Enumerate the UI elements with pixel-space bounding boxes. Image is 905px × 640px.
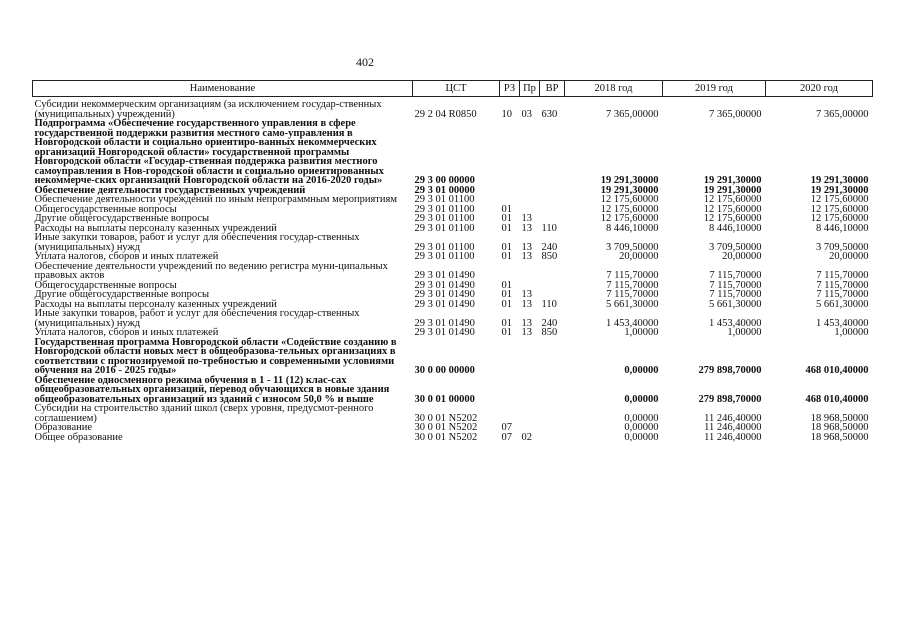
cst-cell: 29 3 01 01490 [414, 327, 475, 338]
value-2020-cell: 7 115,70000 [816, 270, 869, 281]
name-cell: Субсидии некоммерческим организациям (за исключением государ-ственных (муниципальных) учреждений) [34, 99, 382, 120]
header-pr: Пр [520, 81, 540, 97]
cst-cell: 29 3 01 00000 [414, 184, 475, 196]
value-2019-cell: 12 175,60000 [703, 203, 762, 215]
name-cell: Общегосударственные вопросы [34, 279, 177, 291]
value-2020-cell: 468 010,40000 [805, 393, 869, 405]
rz-cell: 01 [501, 317, 512, 329]
pr-cell [520, 404, 540, 423]
page-number: 402 [356, 55, 374, 69]
pr-cell: 02 [521, 431, 532, 443]
vr-cell [540, 281, 565, 291]
value-2019-cell: 7 115,70000 [709, 270, 762, 281]
cst-cell: 30 0 01 N5202 [414, 412, 478, 424]
header-rz: РЗ [500, 81, 520, 97]
cst-cell: 29 3 01 01100 [414, 241, 475, 253]
rz-cell [500, 404, 520, 423]
table-row [33, 376, 873, 405]
value-2020-cell: 1,00000 [834, 327, 869, 338]
vr-cell [540, 205, 565, 215]
budget-table [32, 80, 873, 442]
pr-cell: 13 [521, 251, 532, 262]
vr-cell [540, 423, 565, 433]
cst-cell: 29 3 01 01100 [414, 251, 475, 262]
value-2020-cell: 18 968,50000 [810, 431, 869, 443]
value-2020-cell: 7 115,70000 [816, 289, 869, 300]
value-2019-cell: 1 453,40000 [709, 317, 762, 329]
vr-cell: 850 [541, 251, 558, 262]
value-2019-cell: 19 291,30000 [703, 175, 762, 186]
value-2020-cell: 18 968,50000 [810, 422, 869, 433]
cst-cell: 29 3 01 01100 [414, 194, 475, 205]
rz-cell: 01 [501, 213, 512, 224]
value-2018-cell: 8 446,10000 [606, 222, 659, 234]
rz-cell: 01 [501, 298, 512, 310]
name-cell: Иные закупки товаров, работ и услуг для обеспечения государ-ственных (муниципальных) нужд [34, 308, 360, 329]
value-2018-cell: 7 115,70000 [606, 270, 659, 281]
value-2019-cell: 20,00000 [722, 251, 762, 262]
table-row [33, 338, 873, 376]
name-cell: Расходы на выплаты персоналу казенных учреждений [34, 222, 277, 234]
value-2019-cell: 7 115,70000 [709, 289, 762, 300]
cst-cell: 30 0 01 00000 [414, 393, 475, 405]
header-2020: 2020 год [766, 81, 873, 97]
cst-cell: 30 0 01 N5202 [414, 431, 478, 443]
value-2019-cell: 19 291,30000 [703, 184, 762, 196]
value-2020-cell: 468 010,40000 [805, 365, 869, 376]
rz-cell: 01 [501, 327, 512, 338]
pr-cell [520, 262, 540, 281]
value-2018-cell: 7 115,70000 [606, 279, 659, 291]
cst-cell: 29 3 01 01100 [414, 203, 475, 215]
name-cell: Государственная программа Новгородской области «Содействие созданию в Новгородской области новых мест в общеобразова-тельных организациях в соответствии с прогнозируемой по-требностью и современными условиями обучения на 2016 - 2025 годы» [34, 336, 397, 376]
vr-cell: 630 [541, 108, 558, 120]
rz-cell: 07 [501, 431, 512, 443]
value-2019-cell: 7 115,70000 [709, 279, 762, 291]
value-2020-cell: 12 175,60000 [810, 203, 869, 215]
cst-cell: 29 3 01 01100 [414, 213, 475, 224]
pr-cell: 03 [521, 108, 532, 120]
table-row [33, 433, 873, 443]
rz-cell: 01 [501, 279, 512, 291]
pr-cell: 13 [521, 317, 532, 329]
name-cell: Обеспечение деятельности учреждений по ведению регистра муни-ципальных правовых актов [34, 260, 388, 281]
value-2019-cell: 279 898,70000 [698, 393, 762, 405]
value-2018-cell: 0,00000 [624, 365, 659, 376]
table-row [33, 262, 873, 281]
value-2018-cell: 1 453,40000 [606, 317, 659, 329]
pr-cell: 13 [521, 289, 532, 300]
rz-cell [500, 376, 520, 405]
rz-cell [500, 186, 520, 196]
value-2018-cell: 7 115,70000 [606, 289, 659, 300]
value-2019-cell: 11 246,40000 [704, 422, 762, 433]
header-cst: ЦСТ [413, 81, 500, 97]
vr-cell [540, 195, 565, 205]
vr-cell [540, 376, 565, 405]
vr-cell: 850 [541, 327, 558, 338]
cst-cell: 30 0 00 00000 [414, 365, 475, 376]
value-2019-cell: 11 246,40000 [704, 412, 762, 424]
rz-cell: 01 [501, 289, 512, 300]
rz-cell: 10 [501, 108, 512, 120]
value-2018-cell: 12 175,60000 [600, 194, 659, 205]
rz-cell [500, 262, 520, 281]
rz-cell: 01 [501, 251, 512, 262]
pr-cell [520, 186, 540, 196]
vr-cell [540, 262, 565, 281]
value-2019-cell: 3 709,50000 [709, 241, 762, 253]
pr-cell [520, 376, 540, 405]
table-row [33, 233, 873, 252]
value-2018-cell: 0,00000 [624, 431, 659, 443]
name-cell: Общегосударственные вопросы [34, 203, 177, 215]
value-2020-cell: 12 175,60000 [810, 213, 869, 224]
pr-cell [520, 338, 540, 376]
name-cell: Другие общегосударственные вопросы [34, 289, 210, 300]
value-2020-cell: 12 175,60000 [810, 194, 869, 205]
value-2020-cell: 20,00000 [829, 251, 869, 262]
table-row [33, 119, 873, 186]
cst-cell: 29 3 01 01100 [414, 222, 475, 234]
value-2020-cell: 19 291,30000 [810, 184, 869, 196]
name-cell: Другие общегосударственные вопросы [34, 213, 210, 224]
pr-cell: 13 [521, 327, 532, 338]
name-cell: Иные закупки товаров, работ и услуг для обеспечения государ-ственных (муниципальных) нужд [34, 232, 360, 253]
vr-cell [540, 404, 565, 423]
vr-cell: 110 [541, 222, 557, 234]
value-2018-cell: 12 175,60000 [600, 203, 659, 215]
pr-cell: 13 [521, 298, 532, 310]
name-cell: Подпрограмма «Обеспечение государственного управления в сфере государственной поддержки развития местного само-управления в Новгородской области и социально ориентиро-ванных некоммерческих организаций Новгородской области» государственной программы Новгородской области «Государ-ственная поддержка развития местного самоуправления в Нов-городской области и социально ориентированных некоммерче-ских организаций Новгородской области на 2016-2020 годы» [34, 118, 384, 186]
pr-cell [520, 195, 540, 205]
rz-cell: 01 [501, 222, 512, 234]
value-2019-cell: 5 661,30000 [709, 298, 762, 310]
value-2018-cell: 19 291,30000 [600, 184, 659, 196]
value-2020-cell: 1 453,40000 [816, 317, 869, 329]
cst-cell: 29 3 01 01490 [414, 270, 475, 281]
header-2019: 2019 год [663, 81, 766, 97]
value-2020-cell: 7 365,00000 [816, 108, 869, 120]
vr-cell: 240 [541, 317, 558, 329]
rz-cell [500, 119, 520, 186]
value-2020-cell: 8 446,10000 [816, 222, 869, 234]
value-2019-cell: 1,00000 [727, 327, 762, 338]
rz-cell: 01 [501, 203, 512, 215]
value-2019-cell: 12 175,60000 [703, 213, 762, 224]
cst-cell: 29 3 00 00000 [414, 175, 475, 186]
rz-cell: 07 [501, 422, 512, 433]
cst-cell: 29 3 01 01490 [414, 289, 475, 300]
value-2018-cell: 20,00000 [619, 251, 659, 262]
vr-cell: 110 [541, 298, 557, 310]
value-2020-cell: 7 115,70000 [816, 279, 869, 291]
value-2019-cell: 7 365,00000 [709, 108, 762, 120]
vr-cell [540, 186, 565, 196]
value-2018-cell: 0,00000 [624, 412, 659, 424]
name-cell: Уплата налогов, сборов и иных платежей [34, 251, 219, 262]
header-name: Наименование [33, 81, 413, 97]
name-cell: Обеспечение деятельности учреждений по иным непрограммным мероприятиям [34, 194, 397, 205]
value-2020-cell: 18 968,50000 [810, 412, 869, 424]
vr-cell: 240 [541, 241, 558, 253]
vr-cell [540, 338, 565, 376]
name-cell: Образование [34, 422, 93, 433]
table-body [33, 97, 873, 443]
header-vr: ВР [540, 81, 565, 97]
pr-cell [520, 119, 540, 186]
rz-cell [500, 338, 520, 376]
vr-cell [540, 119, 565, 186]
name-cell: Общее образование [34, 431, 123, 443]
value-2019-cell: 11 246,40000 [704, 431, 762, 443]
name-cell: Уплата налогов, сборов и иных платежей [34, 327, 219, 338]
value-2018-cell: 19 291,30000 [600, 175, 659, 186]
value-2018-cell: 3 709,50000 [606, 241, 659, 253]
pr-cell: 13 [521, 222, 532, 234]
table-row [33, 97, 873, 120]
pr-cell: 13 [521, 241, 532, 253]
value-2018-cell: 5 661,30000 [606, 298, 659, 310]
table-row [33, 404, 873, 423]
value-2018-cell: 0,00000 [624, 422, 659, 433]
pr-cell: 13 [521, 213, 532, 224]
rz-cell: 01 [501, 241, 512, 253]
value-2018-cell: 1,00000 [624, 327, 659, 338]
name-cell: Обеспечение односменного режима обучения в 1 - 11 (12) клас-сах общеобразовательных организаций, перевод обучающихся в новые здания общеобразовательных организаций из зданий с износом 50,0 % и выше [34, 374, 390, 405]
value-2020-cell: 19 291,30000 [810, 175, 869, 186]
value-2019-cell: 8 446,10000 [709, 222, 762, 234]
value-2018-cell: 0,00000 [624, 393, 659, 405]
name-cell: Обеспечение деятельности государственных учреждений [34, 184, 306, 196]
value-2019-cell: 279 898,70000 [698, 365, 762, 376]
value-2018-cell: 7 365,00000 [606, 108, 659, 120]
value-2018-cell: 12 175,60000 [600, 213, 659, 224]
header-2018: 2018 год [565, 81, 663, 97]
name-cell: Расходы на выплаты персоналу казенных учреждений [34, 298, 277, 310]
value-2019-cell: 12 175,60000 [703, 194, 762, 205]
cst-cell: 29 2 04 R0850 [414, 108, 477, 120]
table-row [33, 309, 873, 328]
vr-cell [540, 433, 565, 443]
cst-cell: 30 0 01 N5202 [414, 422, 478, 433]
cst-cell: 29 3 01 01490 [414, 317, 475, 329]
name-cell: Субсидии на строительство зданий школ (сверх уровня, предусмот-ренного соглашением) [34, 403, 374, 424]
value-2020-cell: 3 709,50000 [816, 241, 869, 253]
table-header-row [33, 81, 873, 97]
value-2020-cell: 5 661,30000 [816, 298, 869, 310]
cst-cell: 29 3 01 01490 [414, 279, 475, 291]
cst-cell: 29 3 01 01490 [414, 298, 475, 310]
